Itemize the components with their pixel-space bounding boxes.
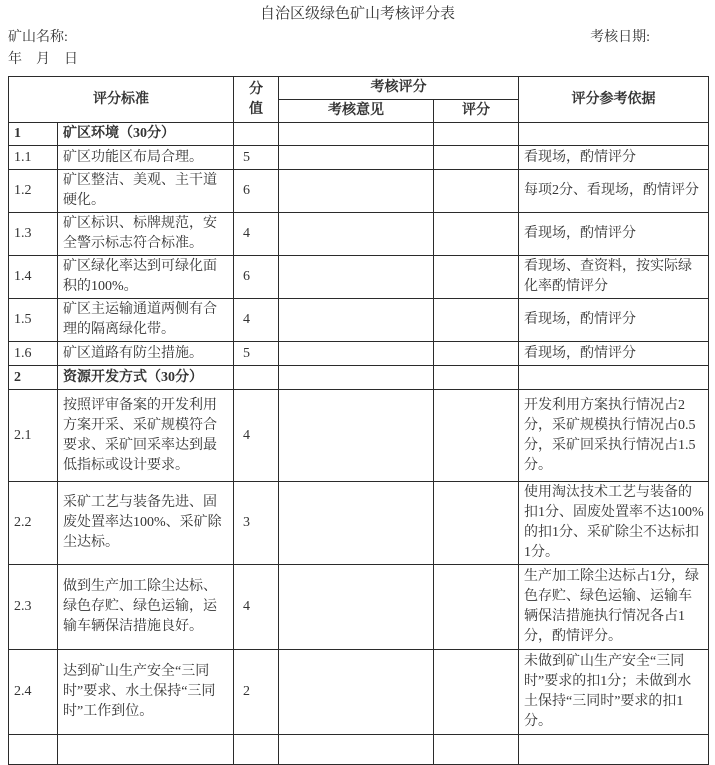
header-reference: 评分参考依据 xyxy=(519,77,709,123)
score-cell xyxy=(434,390,519,482)
opinion-cell xyxy=(279,390,434,482)
score-cell xyxy=(434,482,519,565)
score-cell xyxy=(434,366,519,390)
criteria-cell: 按照评审备案的开发利用方案开采、采矿规模符合要求、采矿回采率达到最低指标或设计要求。 xyxy=(58,390,234,482)
value-cell: 4 xyxy=(234,213,279,256)
table-row-2-4 xyxy=(9,650,709,735)
value-cell: 6 xyxy=(234,256,279,299)
table-row-section-2 xyxy=(9,366,709,390)
meta-row xyxy=(0,23,715,46)
opinion-cell xyxy=(279,565,434,650)
reference-cell: 开发利用方案执行情况占2分，采矿规模执行情况占0.5分，采矿回采执行情况占1.5分。 xyxy=(519,390,709,482)
table-row-2-2 xyxy=(9,482,709,565)
value-cell: 4 xyxy=(234,299,279,342)
score-cell xyxy=(434,650,519,735)
value-cell: 6 xyxy=(234,170,279,213)
opinion-cell xyxy=(279,299,434,342)
score-cell xyxy=(434,123,519,146)
value-cell xyxy=(234,366,279,390)
reference-cell: 看现场，酌情评分 xyxy=(519,213,709,256)
header-opinion: 考核意见 xyxy=(279,100,434,123)
score-cell xyxy=(434,256,519,299)
criteria-cell: 采矿工艺与装备先进、固废处置率达100%、采矿除尘达标。 xyxy=(58,482,234,565)
reference-cell: 看现场，酌情评分 xyxy=(519,146,709,170)
opinion-cell xyxy=(279,146,434,170)
criteria-cell: 矿区功能区布局合理。 xyxy=(58,146,234,170)
opinion-cell xyxy=(279,482,434,565)
opinion-cell xyxy=(279,366,434,390)
criteria-cell: 达到矿山生产安全“三同时”要求、水土保持“三同时”工作到位。 xyxy=(58,650,234,735)
table-row-1-1 xyxy=(9,146,709,170)
criteria-cell: 资源开发方式（30分） xyxy=(58,366,234,390)
opinion-cell xyxy=(279,342,434,366)
row-number: 1.3 xyxy=(9,213,58,256)
row-number: 2.2 xyxy=(9,482,58,565)
value-cell: 2 xyxy=(234,650,279,735)
reference-cell xyxy=(519,366,709,390)
opinion-cell xyxy=(279,256,434,299)
value-cell xyxy=(234,123,279,146)
header-row-1 xyxy=(9,77,709,100)
opinion-cell xyxy=(279,650,434,735)
reference-cell xyxy=(519,735,709,765)
score-cell xyxy=(434,146,519,170)
row-number: 1.2 xyxy=(9,170,58,213)
criteria-cell xyxy=(58,735,234,765)
table-row-2-3 xyxy=(9,565,709,650)
table-row-1-5 xyxy=(9,299,709,342)
opinion-cell xyxy=(279,735,434,765)
table-row-partial xyxy=(9,735,709,765)
page-title: 自治区级绿色矿山考核评分表 xyxy=(259,6,455,22)
score-cell xyxy=(434,170,519,213)
value-cell xyxy=(234,735,279,765)
header-assessment: 考核评分 xyxy=(279,77,519,100)
row-number: 1.5 xyxy=(9,299,58,342)
criteria-cell: 矿区道路有防尘措施。 xyxy=(58,342,234,366)
row-number: 2 xyxy=(9,366,58,390)
row-number: 1.4 xyxy=(9,256,58,299)
score-cell xyxy=(434,735,519,765)
value-cell: 4 xyxy=(234,565,279,650)
criteria-cell: 矿区标识、标牌规范，安全警示标志符合标准。 xyxy=(58,213,234,256)
header-score: 评分 xyxy=(434,100,519,123)
row-number: 1.6 xyxy=(9,342,58,366)
score-cell xyxy=(434,299,519,342)
table-row-1-6 xyxy=(9,342,709,366)
reference-cell: 使用淘汰技术工艺与装备的扣1分、固废处置率不达100%的扣1分、采矿除尘不达标扣1分。 xyxy=(519,482,709,565)
table-row-1-4 xyxy=(9,256,709,299)
value-cell: 5 xyxy=(234,146,279,170)
criteria-cell: 矿区主运输通道两侧有合理的隔离绿化带。 xyxy=(58,299,234,342)
reference-cell: 每项2分、看现场，酌情评分 xyxy=(519,170,709,213)
score-cell xyxy=(434,342,519,366)
criteria-cell: 做到生产加工除尘达标、绿色存贮、绿色运输，运输车辆保洁措施良好。 xyxy=(58,565,234,650)
score-cell xyxy=(434,565,519,650)
opinion-cell xyxy=(279,213,434,256)
mine-name-label: 矿山名称: xyxy=(8,30,68,45)
row-number xyxy=(9,735,58,765)
value-cell: 4 xyxy=(234,390,279,482)
reference-cell xyxy=(519,123,709,146)
table-row-2-1 xyxy=(9,390,709,482)
opinion-cell xyxy=(279,170,434,213)
reference-cell: 看现场，酌情评分 xyxy=(519,299,709,342)
row-number: 2.3 xyxy=(9,565,58,650)
reference-cell: 未做到矿山生产安全“三同时”要求的扣1分；未做到水土保持“三同时”要求的扣1分。 xyxy=(519,650,709,735)
criteria-cell: 矿区整洁、美观、主干道硬化。 xyxy=(58,170,234,213)
table-row-1-2 xyxy=(9,170,709,213)
reference-cell: 看现场、查资料，按实际绿化率酌情评分 xyxy=(519,256,709,299)
score-table xyxy=(8,76,709,765)
value-cell: 3 xyxy=(234,482,279,565)
criteria-cell: 矿区环境（30分） xyxy=(58,123,234,146)
row-number: 1.1 xyxy=(9,146,58,170)
date-line: 年 月 日 xyxy=(8,52,78,67)
table-row-section-1 xyxy=(9,123,709,146)
criteria-cell: 矿区绿化率达到可绿化面积的100%。 xyxy=(58,256,234,299)
assessment-date-label: 考核日期: xyxy=(590,30,650,45)
header-score-value: 分值 xyxy=(234,77,279,123)
header-criteria: 评分标准 xyxy=(9,77,234,123)
table-row-1-3 xyxy=(9,213,709,256)
reference-cell: 看现场，酌情评分 xyxy=(519,342,709,366)
score-cell xyxy=(434,213,519,256)
row-number: 1 xyxy=(9,123,58,146)
row-number: 2.1 xyxy=(9,390,58,482)
value-cell: 5 xyxy=(234,342,279,366)
opinion-cell xyxy=(279,123,434,146)
reference-cell: 生产加工除尘达标占1分，绿色存贮、绿色运输、运输车辆保洁措施执行情况各占1分，酌情评分。 xyxy=(519,565,709,650)
row-number: 2.4 xyxy=(9,650,58,735)
